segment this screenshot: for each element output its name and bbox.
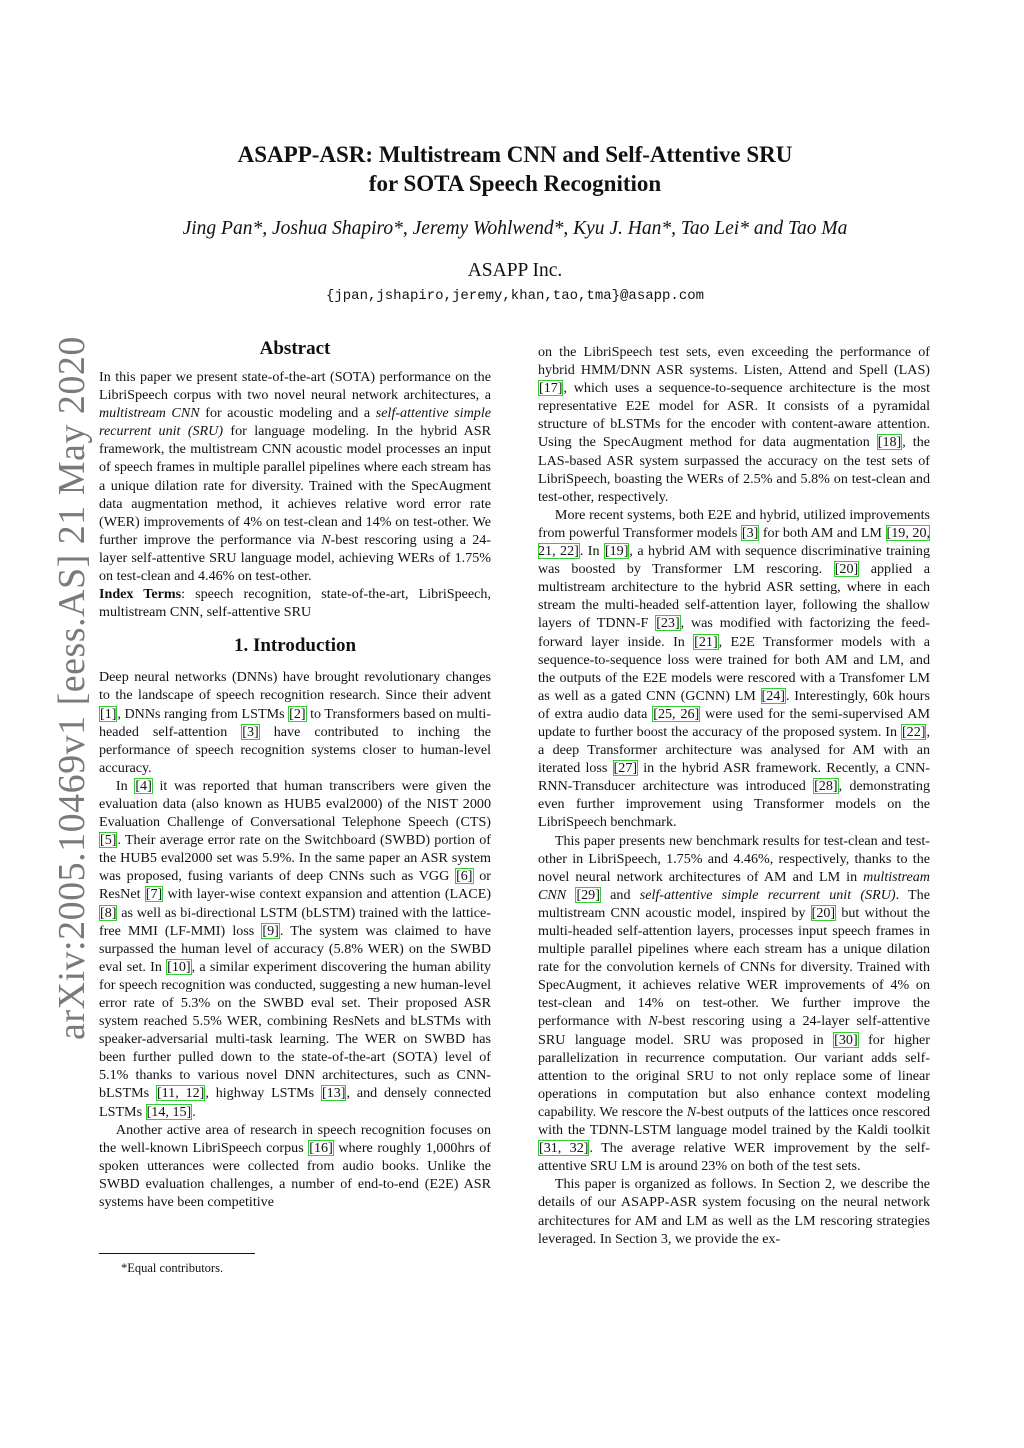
citation-link[interactable]: [23]	[656, 615, 680, 632]
intro-paragraph-2: In [4] it was reported that human transcribers were given the evaluation data (also known as HUB5 eval2000) of the NIST 2000 Evaluation Challenge of Conversational Telephone Speech (CTS) [5]. Their average error rate on the Switchboard (SWBD) portion of the HUB5 eval2000 set was 5.9%. In the same paper an ASR system was proposed, fusing variants of deep CNNs such as VGG [6] or ResNet [7] with layer-wise context expansion and attention (LACE) [8] as well as bi-directional LSTM (bLSTM) trained with the lattice-free MMI (LF-MMI) loss [9]. The system was claimed to have surpassed the human level of accuracy (5.8% WER) on the SWBD eval set. In [10], a similar experiment discovering the human ability for speech recognition was conducted, suggesting a new human-level error rate of 5.3% on the SWBD eval set. Their proposed ASR system reached 5.5% WER, combining ResNets and bLSTMs with speaker-adversarial multi-task learning. The WER on SWBD has been further pulled down to the state-of-the-art (SOTA) level of 5.1% thanks to various novel DNN architectures, such as CNN-bLSTMs [11, 12], highway LSTMs [13], and densely connected LSTMs [14, 15].	[99, 777, 492, 1120]
abstract-heading: Abstract	[259, 338, 331, 359]
index-terms-label: Index Terms	[99, 586, 182, 603]
citation-link[interactable]: [13]	[321, 1085, 346, 1102]
citation-link[interactable]: [9]	[262, 922, 279, 939]
citation-link[interactable]: [3]	[242, 723, 259, 740]
left-column	[99, 337, 491, 1211]
paper-title	[90, 140, 940, 198]
citation-link[interactable]: [5]	[100, 832, 117, 849]
right-paragraph-2: More recent systems, both E2E and hybrid, utilized improvements from powerful Transformer models [3] for both AM and LM [19, 20, 21, 22]. In [19], a hybrid AM with sequence discriminative training was boosted by Transformer LM rescoring. [20] applied a multistream architecture to the hybrid ASR setting, where in each stream the multi-headed self-attention layer, following the shallow layers of TDNN-F [23], was modified with factorizing the feed-forward layer inside. In [21], E2E Transformer models with a sequence-to-sequence loss were trained for both AM and LM, and the outputs of the E2E models were rescored with a Transfomer LM as well as a gated CNN (GCNN) LM [24]. Interestingly, 60k hours of extra audio data [25, 26] were used for the semi-supervised AM update to further boost the accuracy of the proposed system. In [22], a deep Transformer architecture was analysed for AM with an iterated loss [27] in the hybrid ASR framework. Recently, a CNN-RNN-Transducer architecture was introduced [28], demonstrating even further improvement using Transformer models on the LibriSpeech benchmark.	[538, 506, 931, 831]
citation-link[interactable]: [20]	[834, 561, 859, 578]
citation-link[interactable]: [17]	[539, 380, 563, 397]
title-line-2: for SOTA Speech Recognition	[368, 171, 662, 196]
footnote-rule	[99, 1253, 255, 1254]
introduction-heading: 1. Introduction	[233, 635, 357, 657]
right-paragraph-3: This paper presents new benchmark results for test-clean and test-other in LibriSpeech, 1.75% and 4.46%, respectively, thanks to the novel neural network architectures of AM and LM in multistream CNN [29] and self-attentive simple recurrent unit (SRU). The multistream CNN acoustic model, inspired by [20] but without the multi-headed self-attention layers, processes input speech frames in multiple parallel pipelines where each stream has a unique dilation rate for the convolution kernels of CNNs for diversity. Trained with SpecAugment, it achieves relative WER improvements of 4% on test-clean and 14% on test-other. We further improve the performance with N-best rescoring using a 24-layer self-attentive SRU language model. SRU was proposed in [30] for higher parallelization in recurrence computation. Our variant adds self-attention to the original SRU to not only replace some of linear operations in computation but also enhance context modeling capability. We rescore the N-best outputs of the lattices once rescored with the TDNN-LSTM language model trained by the Kaldi toolkit [31, 32]. The average relative WER improvement by the self-attentive SRU LM is around 23% on both of the test sets.	[538, 832, 930, 1175]
citation-link[interactable]: [2]	[289, 705, 306, 722]
citation-link[interactable]: [28]	[814, 778, 838, 795]
citation-link[interactable]: [10]	[167, 958, 191, 975]
citation-link[interactable]: [25, 26]	[653, 705, 700, 722]
citation-link[interactable]: [22]	[901, 723, 926, 740]
citation-link[interactable]: [18]	[877, 434, 902, 451]
right-column	[538, 343, 930, 1248]
citation-link[interactable]: [1]	[100, 705, 117, 722]
abstract-paragraph: In this paper we present state-of-the-art (SOTA) performance on the LibriSpeech corpus with two novel neural network architectures, a multistream CNN for acoustic modeling and a self-attentive simple recurrent unit (SRU) for language modeling. In the hybrid ASR framework, the multistream CNN acoustic model processes an input of speech frames in multiple parallel pipelines where each stream has a unique dilation rate for diversity. Trained with the SpecAugment data augmentation method, it achieves relative word error rate (WER) improvements of 4% on test-clean and 14% on test-other. We further improve the performance via N-best rescoring using a 24-layer self-attentive SRU language model, achieving WERs of 1.75% on test-clean and 4.46% on test-other.	[99, 369, 491, 585]
citation-link[interactable]: [3]	[741, 524, 759, 541]
citation-link[interactable]: [19]	[604, 543, 629, 560]
author-emails: {jpan,jshapiro,jeremy,khan,tao,tma}@asapp.com	[325, 288, 705, 304]
citation-link[interactable]: [30]	[834, 1031, 858, 1048]
citation-link[interactable]: [16]	[309, 1139, 333, 1156]
citation-link[interactable]: [24]	[761, 687, 785, 704]
citation-link[interactable]: [4]	[135, 777, 152, 794]
right-paragraph-4: This paper is organized as follows. In Section 2, we describe the details of our ASAPP-ASR system focusing on the neural network architectures for AM and LM as well as the LM rescoring strategies leveraged. In Section 3, we provide the ex-	[538, 1176, 930, 1247]
citation-link[interactable]: [7]	[145, 886, 163, 903]
citation-link[interactable]: [6]	[456, 868, 473, 885]
citation-link[interactable]: [8]	[100, 904, 117, 921]
arxiv-identifier: arXiv:2005.10469v1 [eess.AS] 21 May 2020	[51, 336, 93, 1040]
title-line-1: ASAPP-ASR: Multistream CNN and Self-Attentive SRU	[237, 142, 793, 167]
right-paragraph-1: on the LibriSpeech test sets, even exceeding the performance of hybrid HMM/DNN ASR systems. Listen, Attend and Spell (LAS) [17], which uses a sequence-to-sequence architecture is the most representative E2E model for ASR. It consists of a pyramidal structure of bLSTMs for the encoder with content-aware attention. Using the SpecAugment method for data augmentation [18], the LAS-based ASR system surpassed the accuracy on the test sets of LibriSpeech, boasting the WERs of 2.5% and 5.8% on test-clean and test-other, respectively.	[538, 344, 931, 505]
citation-link[interactable]: [19, 20, 21, 22]	[538, 524, 931, 560]
intro-paragraph-1: Deep neural networks (DNNs) have brought revolutionary changes to the landscape of speech recognition research. Since their advent [1], DNNs ranging from LSTMs [2] to Transformers based on multi-headed self-attention [3] have contributed to inching the performance of speech recognition systems closer to human-level accuracy.	[99, 669, 491, 776]
citation-link[interactable]: [21]	[694, 633, 718, 650]
author-list: Jing Pan*, Joshua Shapiro*, Jeremy Wohlwend*, Kyu J. Han*, Tao Lei* and Tao Ma	[182, 218, 848, 239]
citation-link[interactable]: [14, 15]	[146, 1103, 192, 1120]
citation-link[interactable]: [29]	[576, 886, 600, 903]
footnote: *Equal contributors.	[121, 1261, 224, 1275]
citation-link[interactable]: [31, 32]	[539, 1140, 589, 1157]
intro-paragraph-3: Another active area of research in speech recognition focuses on the well-known LibriSpeech corpus [16] where roughly 1,000hrs of spoken utterances were collected from audio books. Unlike the SWBD evaluation challenges, a number of end-to-end (E2E) ASR systems have been competitive	[99, 1121, 491, 1211]
affiliation: ASAPP Inc.	[467, 260, 563, 281]
index-terms: Index Terms: speech recognition, state-of-the-art, LibriSpeech, multistream CNN, self-attentive SRU	[99, 586, 491, 621]
citation-link[interactable]: [27]	[613, 760, 638, 777]
citation-link[interactable]: [20]	[811, 904, 836, 921]
citation-link[interactable]: [11, 12]	[156, 1085, 205, 1102]
